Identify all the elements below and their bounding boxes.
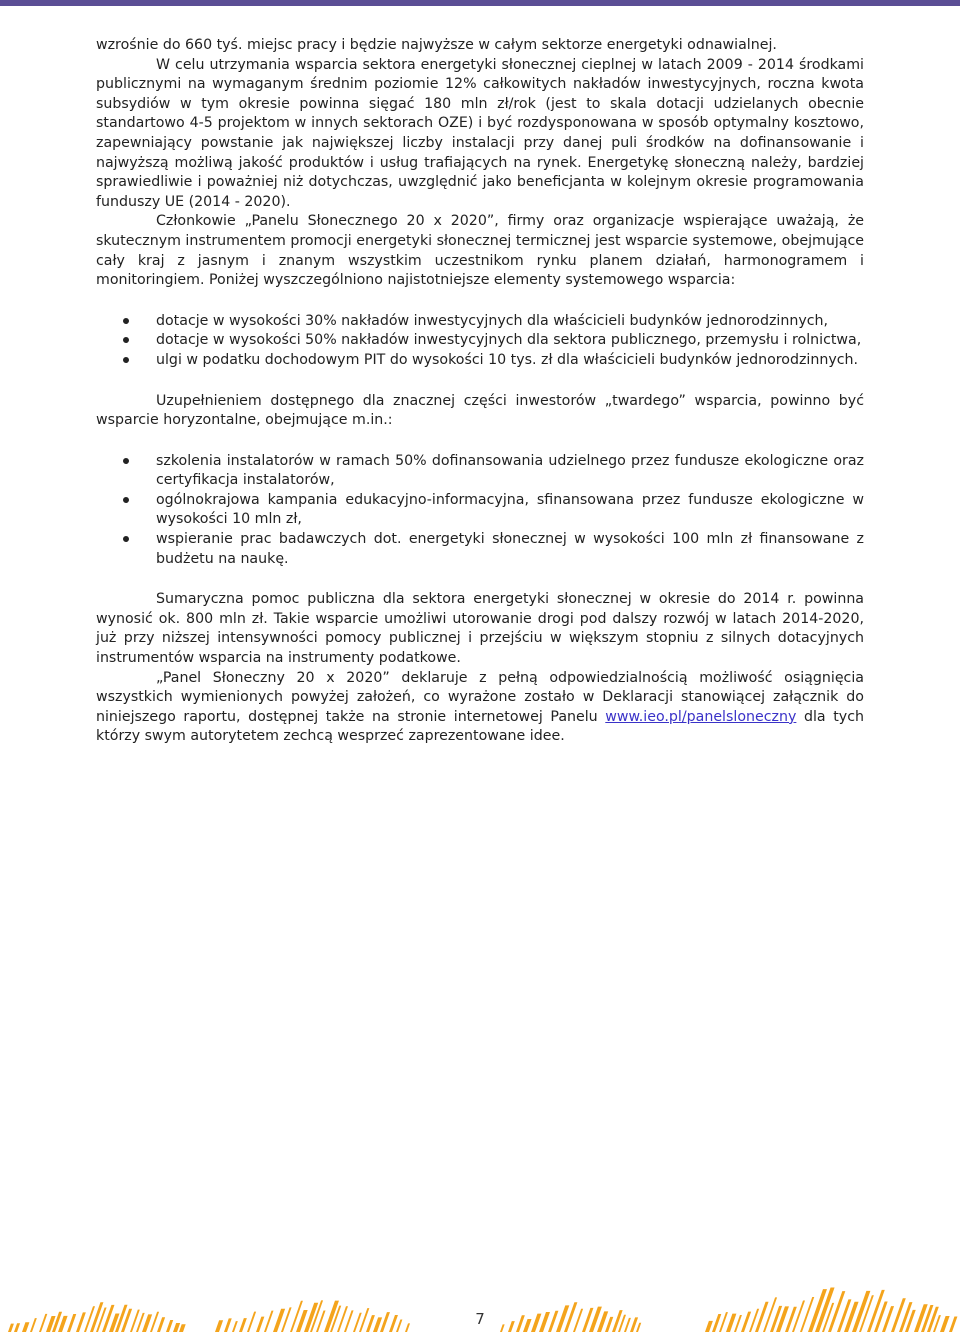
paragraph-5: Sumaryczna pomoc publiczna dla sektora energetyki słonecznej w okresie do 2014 r. powinna wynosić ok. 800 mln zł. Takie wsparcie umożliwi utorowanie drogi pod dalszy rozwój w latach 2014-2020, już przy niższej intensywności pomocy publicznej i przejściu w większym stopniu z silnych dotacyjnych instrumentów wsparcia na instrumenty podatkowe. [96,591,864,667]
list-item: dotacje w wysokości 30% nakładów inwestycyjnych dla właścicieli budynków jednorodzinnych, [96,312,864,332]
list-item: szkolenia instalatorów w ramach 50% dofinansowania udzielnego przez fundusze ekologiczne oraz certyfikacja instalatorów, [96,452,864,491]
page-number: 7 [475,1310,485,1328]
bullet-icon [123,458,129,464]
page-body [96,36,864,747]
bullet-icon [123,536,129,542]
list-item: ogólnokrajowa kampania edukacyjno-informacyjna, sfinansowana przez fundusze ekologiczne w wysokości 10 mln zł, [96,491,864,530]
top-accent-bar [0,0,960,6]
paragraph-4: Uzupełnieniem dostępnego dla znacznej części inwestorów „twardego” wsparcia, powinno być wsparcie horyzontalne, obejmujące m.in.: [96,392,864,429]
paragraph-1: wzrośnie do 660 tyś. miejsc pracy i będzie najwyższe w całym sektorze energetyki odnawialnej. [96,37,777,53]
list-item: dotacje w wysokości 50% nakładów inwestycyjnych dla sektora publicznego, przemysłu i rolnictwa, [96,331,864,351]
bullet-icon [123,318,129,324]
panel-website-link[interactable]: www.ieo.pl/panelsloneczny [605,708,797,725]
bullet-icon [123,337,129,343]
paragraph-6: „Panel Słoneczny 20 x 2020” deklaruje z pełną odpowiedzialnością możliwość osiągnięcia wszystkich wymienionych powyżej założeń, co wyrażone zostało w Deklaracji stanowiącej załącznik do niniejszego raportu, dostępnej także na stronie internetowej Panelu www.ieo.pl/panelsloneczny dla tych którzy swym autorytetem zechcą wesprzeć zaprezentowane idee. [96,669,864,745]
list-item: wspieranie prac badawczych dot. energetyki słonecznej w wysokości 100 mln zł finansowane z budżetu na naukę. [96,530,864,569]
systemic-support-list [96,312,864,371]
paragraph-2: W celu utrzymania wsparcia sektora energetyki słonecznej cieplnej w latach 2009 - 2014 środkami publicznymi na wymaganym średnim poziomie 12% całkowitych nakładów inwestycyjnych, roczna kwota subsydiów w tym okresie powinna sięgać 180 mln zł/rok (jest to skala dotacji udzielanych obecnie standartowo 4-5 projektom w innych sektorach OZE) i być rozdysponowana w sposób optymalny kosztowo, zapewniający powstanie jak największej liczby instalacji przy danej puli środków na dofinansowanie i najwyższą możliwą jakość produktów i usług trafiających na rynek. Energetykę słoneczną należy, bardziej sprawiedliwie i poważniej niż dotychczas, uwzględnić jako beneficjanta w kolejnym okresie programowania funduszy UE (2014 - 2020). [96,56,864,210]
list-item: ulgi w podatku dochodowym PIT do wysokości 10 tys. zł dla właścicieli budynków jednorodzinnych. [96,351,864,371]
bullet-icon [123,357,129,363]
bullet-icon [123,497,129,503]
paragraph-3: Członkowie „Panelu Słonecznego 20 x 2020”, firmy oraz organizacje wspierające uważają, że skutecznym instrumentem promocji energetyki słonecznej termicznej jest wsparcie systemowe, obejmujące cały kraj z jasnym i znanym wszystkim uczestnikom rynku planem działań, harmonogramem i monitoringiem. Poniżej wyszczególniono najistotniejsze elementy systemowego wsparcia: [96,213,864,289]
horizontal-support-list [96,452,864,570]
